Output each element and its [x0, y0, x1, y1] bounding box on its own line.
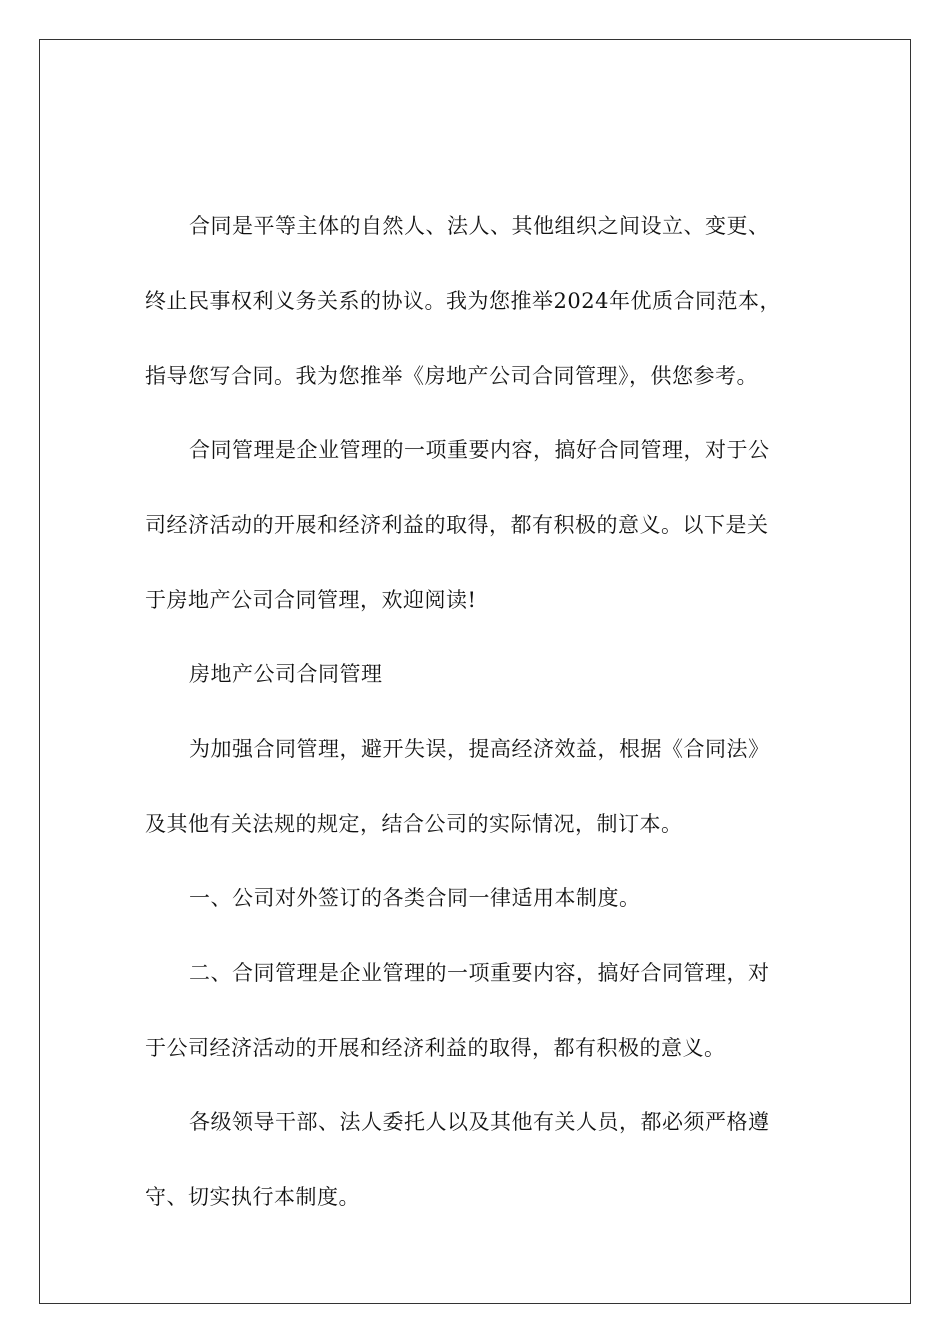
- paragraph-line: 司经济活动的开展和经济利益的取得，都有积极的意义。以下是关: [145, 513, 769, 537]
- paragraph-line: 终止民事权利义务关系的协议。我为您推举2024年优质合同范本，: [145, 289, 781, 313]
- paragraph-line: 守、切实执行本制度。: [145, 1185, 360, 1209]
- paragraph-line: 于公司经济活动的开展和经济利益的取得，都有积极的意义。: [145, 1036, 726, 1060]
- paragraph-line: 一、公司对外签订的各类合同一律适用本制度。: [189, 886, 641, 910]
- paragraph-line: 于房地产公司合同管理，欢迎阅读!: [145, 588, 477, 612]
- section-title: 房地产公司合同管理: [189, 662, 383, 686]
- paragraph-line: 合同是平等主体的自然人、法人、其他组织之间设立、变更、: [189, 214, 770, 238]
- paragraph-line: 及其他有关法规的规定，结合公司的实际情况，制订本。: [145, 812, 683, 836]
- paragraph-line: 合同管理是企业管理的一项重要内容，搞好合同管理，对于公: [189, 438, 770, 462]
- paragraph-line: 二、合同管理是企业管理的一项重要内容，搞好合同管理，对: [189, 961, 770, 985]
- paragraph-line: 指导您写合同。我为您推举《房地产公司合同管理》，供您参考。: [145, 364, 758, 388]
- paragraph-line: 各级领导干部、法人委托人以及其他有关人员，都必须严格遵: [189, 1110, 770, 1134]
- paragraph-line: 为加强合同管理，避开失误，提高经济效益，根据《合同法》: [189, 737, 770, 761]
